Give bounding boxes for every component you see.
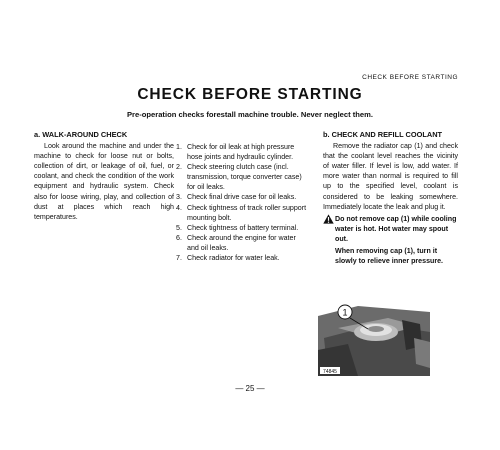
list-item-number: 6.	[176, 233, 182, 242]
checklist-items	[176, 142, 308, 263]
list-item-text: Check for oil leak at high pressure hose joints and hydraulic cylinder.	[187, 143, 295, 162]
figure-callout: 1	[342, 307, 348, 318]
list-item-number: 2.	[176, 163, 182, 172]
walk-around-heading: a. WALK-AROUND CHECK	[34, 130, 128, 139]
list-item	[176, 253, 308, 263]
list-item-text: Check steering clutch case (incl. transmission, torque converter case) for oil leaks.	[187, 163, 302, 192]
warning-line-pressure: When removing cap (1), turn it slowly to relieve inner pressure.	[335, 247, 444, 266]
radiator-cap-photo	[318, 298, 430, 376]
warning-text	[335, 214, 458, 268]
list-item	[176, 162, 308, 192]
list-item-text: Check final drive case for oil leaks.	[187, 193, 297, 202]
walk-around-section	[34, 130, 174, 222]
warning-line-hot-water: Do not remove cap (1) while cooling water is hot. Hot water may spout out.	[335, 214, 457, 243]
list-item-number: 3.	[176, 193, 182, 202]
warning-triangle-icon	[323, 214, 335, 268]
list-item	[176, 142, 308, 162]
list-item	[176, 203, 308, 223]
list-item-number: 1.	[176, 143, 182, 151]
page-number: — 25 —	[235, 384, 265, 393]
page-title: CHECK BEFORE STARTING	[137, 86, 363, 103]
page-subtitle: Pre-operation checks forestall machine trouble. Never neglect them.	[126, 110, 374, 119]
coolant-section	[323, 130, 458, 268]
list-item	[176, 223, 308, 233]
list-item-text: Check around the engine for water and oil leaks.	[187, 233, 296, 252]
list-item-text: Check radiator for water leak.	[187, 254, 280, 263]
coolant-heading: b. CHECK AND REFILL COOLANT	[323, 130, 443, 139]
list-item-text: Check tightness of battery terminal.	[187, 223, 299, 232]
checklist	[176, 142, 308, 263]
list-item-number: 5.	[176, 223, 182, 232]
coolant-body: Remove the radiator cap (1) and check that the coolant level reaches the vicinity of water filler. If level is low, add water. If more water than normal is required to fill up to the specified level, coolant is considered to be leaking somewhere. Immediately locate the leak and plug it.	[323, 142, 458, 211]
list-item-text: Check tightness of track roller support mounting bolt.	[187, 203, 307, 222]
running-head: CHECK BEFORE STARTING	[362, 74, 458, 81]
list-item	[176, 192, 308, 202]
coolant-warning	[323, 214, 458, 268]
walk-around-body: Look around the machine and under the machine to check for loose nut or bolts, collection of dirt, or leakage of oil, fuel, or coolant, and check the condition of the work equipment and hydraulic system. Check also for loose wiring, play, and collection of dust at places which reach high temperatures.	[34, 142, 174, 221]
list-item	[176, 233, 308, 253]
list-item-number: 7.	[176, 254, 182, 263]
list-item-number: 4.	[176, 203, 182, 212]
figure-code: 74845	[323, 369, 337, 375]
